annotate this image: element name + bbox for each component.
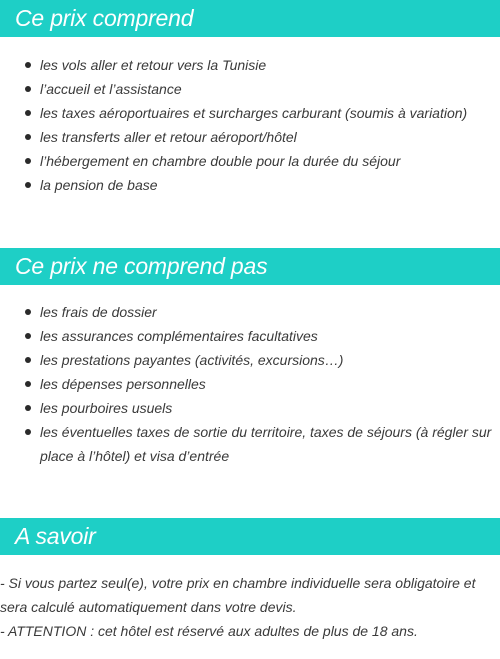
- list-item: [0, 396, 500, 420]
- bullet-icon: [25, 134, 31, 140]
- bullet-icon: [25, 429, 31, 435]
- list-item-text: les frais de dossier: [40, 304, 157, 320]
- list-item-text: les pourboires usuels: [40, 400, 173, 416]
- bullet-icon: [25, 309, 31, 315]
- list-item-text: les dépenses personnelles: [40, 376, 206, 392]
- includes-heading: Ce prix comprend: [0, 0, 500, 37]
- list-item-text: les prestations payantes (activités, excursions…): [40, 352, 344, 368]
- bullet-icon: [25, 86, 31, 92]
- list-item: [0, 420, 500, 468]
- bullet-icon: [25, 110, 31, 116]
- list-item: [0, 348, 500, 372]
- savoir-note-adults: - ATTENTION : cet hôtel est réservé aux adultes de plus de 18 ans.: [0, 623, 418, 639]
- list-item-text: les assurances complémentaires facultatives: [40, 328, 318, 344]
- excludes-heading: Ce prix ne comprend pas: [0, 248, 500, 285]
- list-item-text: l’hébergement en chambre double pour la durée du séjour: [40, 153, 401, 169]
- list-item: [0, 53, 500, 77]
- list-item-text: les vols aller et retour vers la Tunisie: [40, 57, 267, 73]
- bullet-icon: [25, 182, 31, 188]
- savoir-notes: [0, 571, 496, 643]
- bullet-icon: [25, 381, 31, 387]
- bullet-icon: [25, 62, 31, 68]
- list-item: [0, 300, 500, 324]
- list-item: [0, 77, 500, 101]
- list-item: [0, 324, 500, 348]
- list-item: [0, 101, 500, 125]
- list-item-text: les taxes aéroportuaires et surcharges carburant (soumis à variation): [40, 105, 468, 121]
- includes-list: [0, 53, 500, 197]
- savoir-heading: A savoir: [0, 518, 500, 555]
- list-item-text: l’accueil et l’assistance: [40, 81, 182, 97]
- list-item: [0, 149, 500, 173]
- savoir-note-single: - Si vous partez seul(e), votre prix en chambre individuelle sera obligatoire et sera calculé automatiquement dans votre devis.: [0, 575, 476, 615]
- list-item: [0, 372, 500, 396]
- list-item-text: les éventuelles taxes de sortie du territoire, taxes de séjours (à régler sur place à l’hôtel) et visa d’entrée: [40, 424, 492, 464]
- bullet-icon: [25, 405, 31, 411]
- list-item: [0, 173, 500, 197]
- bullet-icon: [25, 158, 31, 164]
- excludes-list: [0, 300, 500, 468]
- list-item-text: la pension de base: [40, 177, 158, 193]
- bullet-icon: [25, 333, 31, 339]
- list-item-text: les transferts aller et retour aéroport/hôtel: [40, 129, 297, 145]
- list-item: [0, 125, 500, 149]
- bullet-icon: [25, 357, 31, 363]
